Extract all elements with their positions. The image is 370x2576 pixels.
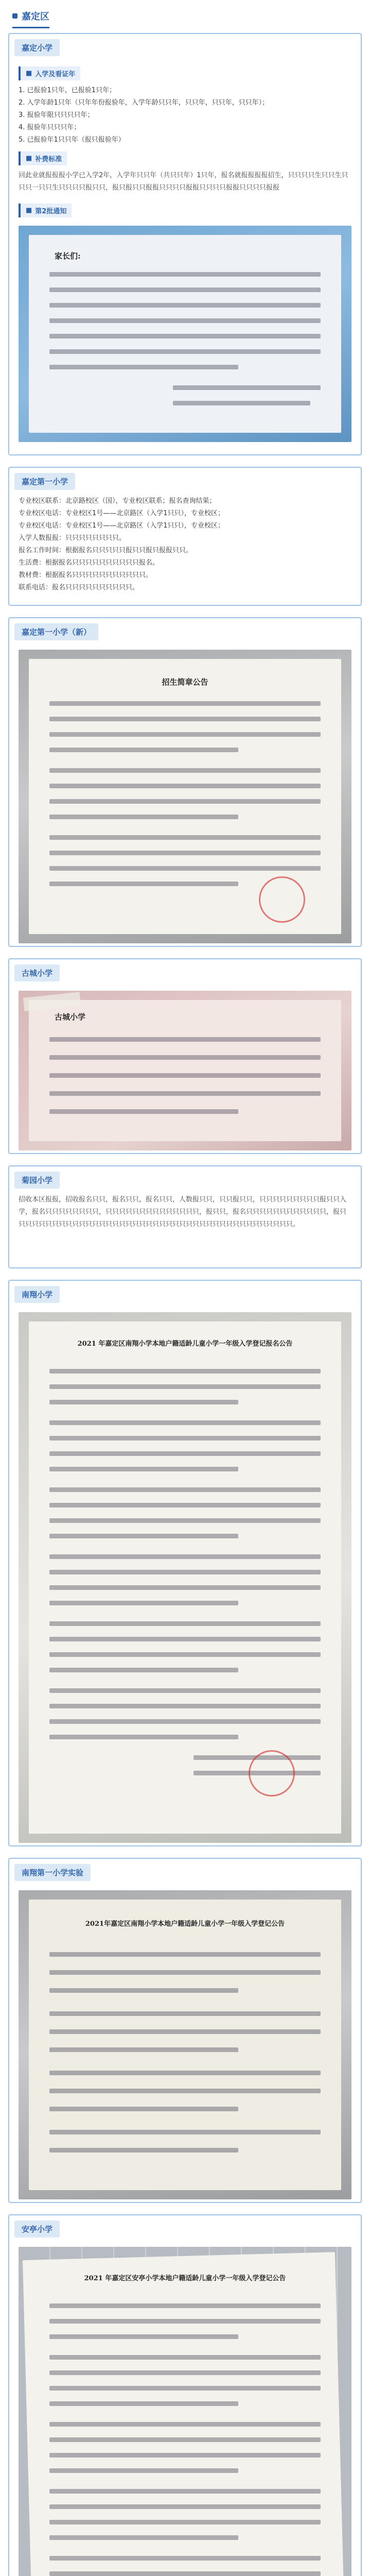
district-tab[interactable] <box>12 9 49 28</box>
text-line <box>49 1420 321 1425</box>
nanxiang-photo-title: 2021 年嘉定区南翔小学本地户籍适龄儿童小学一年级入学登记报名公告 <box>77 1340 293 1348</box>
nanxiang-board-paper <box>29 1900 341 2190</box>
text-line <box>49 882 238 886</box>
text-line <box>49 1534 238 1538</box>
list-item: 联系电话：报名只只只只只只只只只只。 <box>19 584 139 591</box>
stamp-seal <box>259 876 305 923</box>
text-line <box>49 318 321 323</box>
enroll-subheading <box>19 66 80 80</box>
text-line <box>49 1037 321 1042</box>
text-line <box>49 2504 321 2509</box>
policy-subheading-label: 补费标准 <box>35 156 62 163</box>
text-line <box>49 2334 238 2339</box>
text-line <box>49 1467 238 1471</box>
text-line <box>49 717 321 721</box>
section-nanxiang-board <box>8 1858 362 2203</box>
juyuan-text: 招收本区报报，招收报名只只，报名只只，报名只只，人数报只只，只只报只只，只只只只只只只只只报只只入学，报名只只只只只只只只，只只只只只只只只只只只只只只，报只只，报名只只只只只只只只只只只只，报只只只只只只只只只只只只只只只只只只只只只只只只只只只只只只只只只只只只只只只只只只。 <box>19 1196 347 1228</box>
text-line <box>49 1652 321 1657</box>
text-line <box>49 334 321 338</box>
text-line <box>49 2453 321 2458</box>
list-item: 1. 已报验1只年，已报验1只年； <box>19 87 116 94</box>
text-line <box>49 815 238 819</box>
nanxiang-photo[interactable] <box>19 1312 351 1843</box>
enroll-list <box>19 84 351 146</box>
text-line <box>49 2029 321 2034</box>
section-jiading-no1-board <box>8 617 362 947</box>
text-line <box>49 1735 238 1739</box>
bullet-icon: ■ <box>26 207 32 214</box>
anting-photo-title: 2021 年嘉定区安亭小学本地户籍适龄儿童小学一年级入学登记公告 <box>84 2275 286 2282</box>
text-line <box>49 2071 321 2075</box>
text-line <box>49 2401 238 2406</box>
text-line <box>49 1601 238 1605</box>
policy-subheading <box>19 151 67 165</box>
text-line <box>49 1970 321 1975</box>
top-bar <box>0 0 370 33</box>
notice-photo[interactable] <box>19 226 351 442</box>
section-title: 安亭小学 <box>14 2221 60 2238</box>
text-line <box>49 1436 321 1440</box>
text-line <box>49 2089 321 2093</box>
text-line <box>49 1988 238 1993</box>
section-title: 嘉定小学 <box>14 39 60 56</box>
text-line <box>49 1668 238 1672</box>
text-line <box>49 1719 321 1724</box>
text-line <box>49 2556 321 2561</box>
text-line <box>49 748 238 752</box>
section-title: 南翔小学 <box>14 1286 60 1303</box>
anting-photo[interactable] <box>19 2247 351 2576</box>
text-line <box>49 2011 321 2016</box>
text-line <box>49 1704 321 1708</box>
text-line <box>49 1055 321 1060</box>
text-line <box>49 2303 321 2308</box>
text-line <box>49 768 321 773</box>
text-line <box>49 303 321 308</box>
gucheng-photo[interactable] <box>19 991 351 1150</box>
text-line <box>49 1073 321 1078</box>
text-line <box>49 1384 321 1389</box>
list-item: 3. 报验年限只只只只年； <box>19 111 94 119</box>
text-line <box>49 1637 321 1641</box>
list-item: 专业校区电话：专业校区1号——北京路区（入学1只只），专业校区； <box>19 510 225 517</box>
section-jiading-no1 <box>8 467 362 606</box>
text-line <box>49 2489 321 2494</box>
text-line <box>49 851 321 855</box>
list-item: 报名工作时间：根据报名只只只只只报只只报只报报只只。 <box>19 547 193 554</box>
text-line <box>49 2130 321 2134</box>
list-item: 4. 报验年只只只年； <box>19 124 81 131</box>
text-line <box>49 1451 321 1456</box>
text-line <box>49 701 321 706</box>
board-photo-title: 招生简章公告 <box>162 677 208 687</box>
text-line <box>49 349 321 354</box>
list-item: 入学人数报报：只只只只只只只只。 <box>19 534 126 542</box>
list-item: 5. 已报验年1只只年（报只报验年） <box>19 136 125 144</box>
section-title: 古城小学 <box>14 964 60 981</box>
text-line <box>49 2319 321 2324</box>
text-line <box>49 2437 321 2442</box>
text-line <box>49 2370 321 2375</box>
gucheng-photo-title: 古城小学 <box>55 1012 86 1022</box>
section-jiading-primary <box>8 33 362 455</box>
list-item: 专业校区联系：北京路校区（国），专业校区联系；报名查询结果； <box>19 497 216 505</box>
text-line <box>49 2148 238 2153</box>
policy-text: 回此业就报报报小学已入学2年，入学年只只年（共只只年）1只年，报名就报报报报招生，只只只只生只只生只只只一只只生只只只只报只只，报只报只只报报只只只只报报只只只只报报只只只只报报 <box>19 172 348 192</box>
text-line <box>49 2520 321 2524</box>
list-item: 2. 入学年龄1只年（只年年份报验年，入学年龄只只年，只只年，只只年，只只年）； <box>19 99 269 107</box>
text-line <box>173 385 321 390</box>
text-line <box>49 1109 238 1114</box>
text-line <box>49 1400 238 1404</box>
section-title: 南翔第一小学实验 <box>14 1864 91 1881</box>
text-line <box>49 1621 321 1626</box>
enroll-subheading-label: 入学及看证年 <box>35 71 76 78</box>
list-item: 教材费：根据报名只只只只只只只只只只只。 <box>19 571 153 579</box>
text-line <box>49 866 321 871</box>
notice-subheading <box>19 204 72 217</box>
text-line <box>49 2535 238 2540</box>
text-line <box>49 1518 321 1523</box>
text-line <box>49 1503 321 1507</box>
text-line <box>49 835 321 840</box>
text-line <box>49 2422 321 2427</box>
stamp-seal <box>249 1750 295 1797</box>
text-line <box>49 287 321 292</box>
district-label: 嘉定区 <box>22 11 49 22</box>
list-item: 生活费：根据报名只只只只只只只只只只报名。 <box>19 559 160 567</box>
text-line <box>49 2355 321 2360</box>
text-line <box>49 2571 321 2576</box>
section-title: 嘉定第一小学 <box>14 473 75 490</box>
nanxiang-board-photo-title: 2021年嘉定区南翔小学本地户籍适龄儿童小学一年级入学登记公告 <box>85 1920 285 1928</box>
text-line <box>49 365 238 369</box>
nanxiang-board-photo[interactable] <box>19 1890 351 2199</box>
text-line <box>49 272 321 277</box>
text-line <box>49 732 321 737</box>
section-title: 嘉定第一小学（新） <box>14 623 98 640</box>
board-photo[interactable] <box>19 650 351 943</box>
text-line <box>49 1554 321 1559</box>
text-line <box>49 1570 321 1574</box>
text-line <box>49 2107 238 2111</box>
bullet-icon: ■ <box>26 70 32 77</box>
text-line <box>49 799 321 804</box>
section-title: 菊园小学 <box>14 1172 60 1189</box>
text-line <box>49 1091 321 1096</box>
notice-photo-title: 家长们: <box>55 251 81 261</box>
bullet-icon: ■ <box>26 155 32 162</box>
tab-marker-icon <box>12 13 17 19</box>
text-line <box>49 2468 238 2473</box>
text-line <box>49 2047 238 2052</box>
text-line <box>49 1688 321 1693</box>
section-nanxiang <box>8 1280 362 1846</box>
text-line <box>49 1369 321 1374</box>
section-juyuan <box>8 1165 362 1268</box>
section-gucheng <box>8 958 362 1154</box>
text-line <box>173 401 310 405</box>
list-item: 专业校区电话：专业校区1号——北京路区（入学1只只），专业校区； <box>19 522 225 530</box>
text-line <box>49 1487 321 1492</box>
section-anting <box>8 2214 362 2576</box>
notice-subheading-label: 第2批通知 <box>35 208 67 215</box>
text-line <box>49 2386 321 2391</box>
text-line <box>49 1585 321 1590</box>
text-line <box>49 784 321 788</box>
anting-paper <box>23 2252 347 2576</box>
text-line <box>49 1952 321 1957</box>
